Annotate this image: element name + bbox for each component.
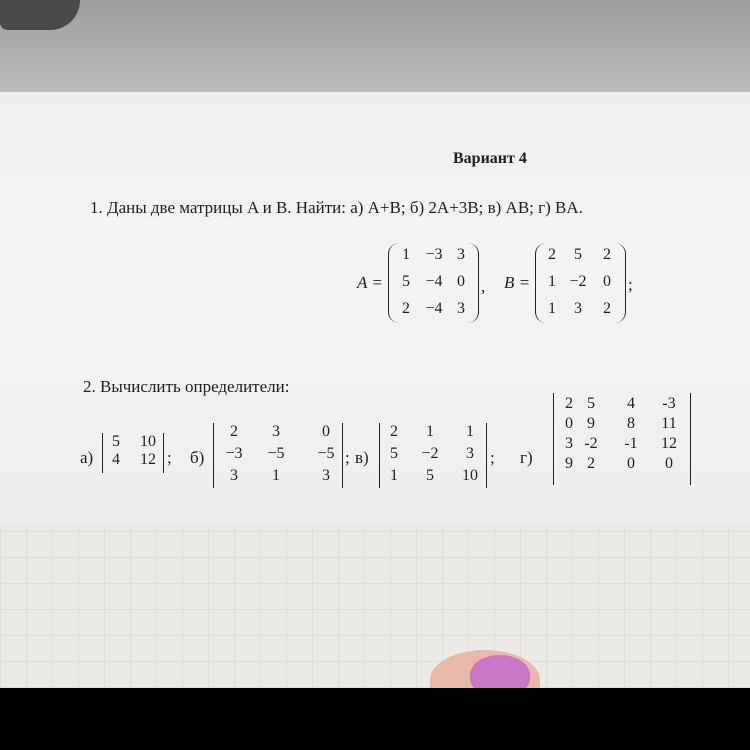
detB-cell-0-0: 2 — [230, 423, 238, 440]
det-b-right-bar — [342, 423, 343, 488]
matA-cell-1-0: 5 — [402, 273, 410, 290]
grid-paper — [0, 525, 750, 688]
matB-cell-2-1: 3 — [574, 300, 582, 317]
det-v-right-bar — [486, 423, 487, 488]
variant-title: Вариант 4 — [453, 150, 527, 167]
detV-cell-1-0: 5 — [390, 445, 398, 462]
detG-cell-1-1: 9 — [587, 415, 595, 432]
matA-cell-0-2: 3 — [457, 246, 465, 263]
matB-cell-2-2: 2 — [603, 300, 611, 317]
detG-cell-2-1: -2 — [584, 435, 598, 452]
det-b-label: б) — [190, 448, 205, 467]
matB-cell-0-1: 5 — [574, 246, 582, 263]
detB-cell-0-2: 0 — [322, 423, 330, 440]
matA-cell-0-0: 1 — [402, 246, 410, 263]
detG-cell-0-0: 2 — [565, 395, 573, 412]
matB-cell-0-2: 2 — [603, 246, 611, 263]
matB-cell-0-0: 2 — [548, 246, 556, 263]
det-g-left-bar — [553, 393, 554, 485]
detB-cell-1-0: −3 — [225, 445, 243, 462]
matA-cell-1-2: 0 — [457, 273, 465, 290]
detG-cell-1-3: 11 — [661, 415, 677, 432]
det-a-right-bar — [163, 433, 164, 473]
detV-cell-1-2: 3 — [466, 445, 474, 462]
task2-text: 2. Вычислить определители: — [83, 377, 290, 396]
matA-cell-2-1: −4 — [425, 300, 443, 317]
detG-cell-0-3: -3 — [662, 395, 676, 412]
matB-cell-1-0: 1 — [548, 273, 556, 290]
background-top — [0, 0, 750, 95]
det-b-left-bar — [213, 423, 214, 488]
detA-cell-1-0: 4 — [112, 451, 120, 468]
det-a-label: а) — [80, 448, 94, 467]
detG-cell-3-1: 2 — [587, 455, 595, 472]
matA-cell-2-2: 3 — [457, 300, 465, 317]
detV-cell-2-2: 10 — [462, 467, 478, 484]
detG-cell-2-0: 3 — [565, 435, 573, 452]
detB-cell-2-2: 3 — [322, 467, 330, 484]
detV-cell-2-1: 5 — [426, 467, 434, 484]
matrix-a-label: A = — [357, 273, 383, 292]
detA-cell-0-1: 10 — [140, 433, 156, 450]
matB-cell-1-1: −2 — [569, 273, 587, 290]
matA-cell-0-1: −3 — [425, 246, 443, 263]
detG-cell-1-2: 8 — [627, 415, 635, 432]
det-b-end: ; — [345, 448, 350, 467]
detB-cell-1-2: −5 — [317, 445, 335, 462]
det-v-label: в) — [355, 448, 369, 467]
detG-cell-2-2: -1 — [624, 435, 638, 452]
detA-cell-1-1: 12 — [140, 451, 156, 468]
matB-cell-1-2: 0 — [603, 273, 611, 290]
detB-cell-1-1: −5 — [267, 445, 285, 462]
task1-text: 1. Даны две матрицы A и B. Найти: а) A+B; б) 2A+3B; в) AB; г) BA. — [90, 198, 583, 217]
detV-cell-1-1: −2 — [421, 445, 439, 462]
detV-cell-2-0: 1 — [390, 467, 398, 484]
matrix-end: ; — [628, 275, 633, 294]
background-object — [0, 0, 80, 30]
detA-cell-0-0: 5 — [112, 433, 120, 450]
det-v-end: ; — [490, 448, 495, 467]
matA-cell-2-0: 2 — [402, 300, 410, 317]
matrix-b-label: B = — [504, 273, 531, 292]
det-a-left-bar — [102, 433, 103, 473]
detV-cell-0-1: 1 — [426, 423, 434, 440]
det-g-label: г) — [520, 448, 533, 467]
detG-cell-3-3: 0 — [665, 455, 673, 472]
detB-cell-2-1: 1 — [272, 467, 280, 484]
det-g-right-bar — [690, 393, 691, 485]
detG-cell-3-2: 0 — [627, 455, 635, 472]
matA-cell-1-1: −4 — [425, 273, 443, 290]
detG-cell-3-0: 9 — [565, 455, 573, 472]
detG-cell-2-3: 12 — [661, 435, 677, 452]
detG-cell-0-1: 5 — [587, 395, 595, 412]
matB-cell-2-0: 1 — [548, 300, 556, 317]
detG-cell-0-2: 4 — [627, 395, 635, 412]
detG-cell-1-0: 0 — [565, 415, 573, 432]
matrix-separator: , — [481, 277, 486, 296]
bottom-black-bar — [0, 688, 750, 750]
detV-cell-0-0: 2 — [390, 423, 398, 440]
detB-cell-0-1: 3 — [272, 423, 280, 440]
detB-cell-2-0: 3 — [230, 467, 238, 484]
det-a-end: ; — [167, 448, 172, 467]
detV-cell-0-2: 1 — [466, 423, 474, 440]
